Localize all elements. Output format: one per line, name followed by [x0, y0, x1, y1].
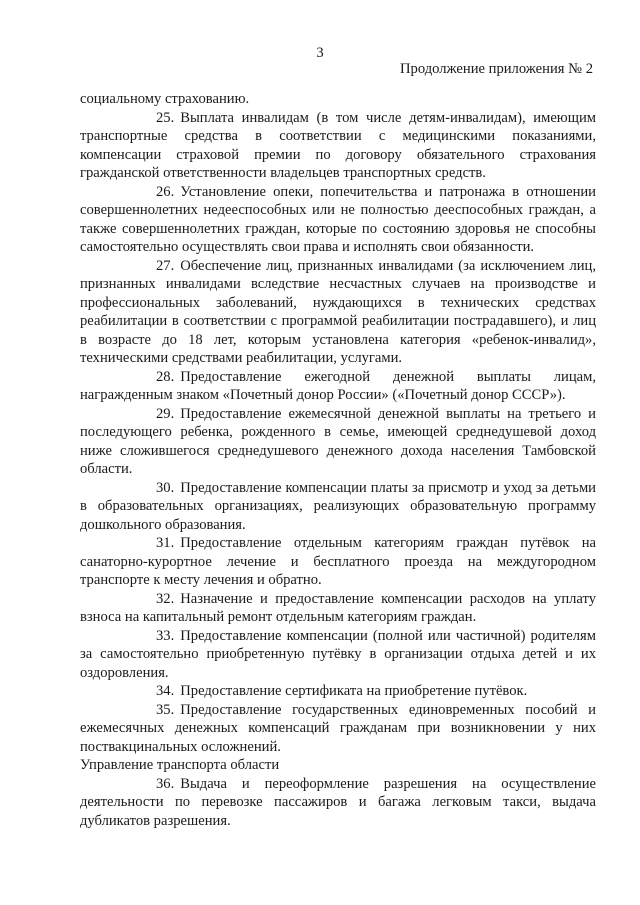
item-text: Обеспечение лиц, признанных инвалидами (за исключением лиц, признанных инвалидами вследствие несчастных случаев на производстве и профессиональных заболеваний, нуждающихся в технических средствах реабилитации в соответствии с программой реабилитации пострадавшего), и лиц в возрасте до 18 лет, которым установлена категория «ребенок-инвалид», техническими средствами реабилитации, услугами.	[80, 257, 596, 366]
item-number: 27.	[156, 257, 175, 274]
item-number: 31.	[156, 535, 175, 551]
item-number: 34.	[156, 683, 175, 699]
list-item	[80, 627, 596, 683]
item-text: Предоставление отдельным категориям граждан путёвок на санаторно-курортное лечение и бесплатного проезда на междугородном транспорте к месту лечения и обратно.	[80, 535, 596, 588]
item-number: 26.	[156, 183, 175, 200]
appendix-label: Продолжение приложения № 2	[400, 61, 593, 77]
item-text: Выдача и переоформление разрешения на осуществление деятельности по перевозке пассажиров и багажа легковым такси, выдача дубликатов разрешения.	[80, 775, 596, 829]
item-text: Назначение и предоставление компенсации расходов на уплату взноса на капитальный ремонт отдельным категориям граждан.	[80, 590, 596, 625]
item-text: Предоставление государственных единовременных пособий и ежемесячных денежных компенсаций гражданам при возникновении у них поствакцинальных осложнений.	[80, 701, 596, 755]
continuation-text: социальному страхованию.	[80, 91, 250, 107]
item-number: 36.	[156, 775, 175, 792]
item-text: Предоставление ежегодной денежной выплаты лицам, награжденным знаком «Почетный донор России» («Почетный донор СССР»).	[80, 368, 596, 403]
item-number: 33.	[156, 627, 175, 644]
list-item	[80, 368, 596, 405]
item-text: Установление опеки, попечительства и патронажа в отношении совершеннолетних недееспособных или не полностью дееспособных граждан, а также совершеннолетних граждан, которые по состоянию здоровья не способны самостоятельно осуществлять свои права и исполнять свои обязанности.	[80, 183, 596, 255]
document-body	[80, 90, 596, 830]
page-number: 3	[316, 45, 324, 61]
item-number: 30.	[156, 479, 175, 496]
item-text: Предоставление ежемесячной денежной выплаты на третьего и последующего ребенка, рожденного в семье, имеющей среднедушевой доход ниже сложившегося среднедушевого денежного дохода населения Тамбовской области.	[80, 405, 596, 477]
item-number: 32.	[156, 590, 175, 607]
item-number: 35.	[156, 701, 175, 718]
list-item	[80, 479, 596, 535]
list-item	[80, 682, 596, 701]
item-number: 28.	[156, 368, 175, 385]
item-text: Предоставление компенсации (полной или частичной) родителям за самостоятельно приобретенную путёвку в организации отдыха детей и их оздоровления.	[80, 627, 596, 681]
item-text: Предоставление компенсации платы за присмотр и уход за детьми в образовательных организациях, реализующих образовательную программу дошкольного образования.	[80, 479, 596, 533]
item-number: 25.	[156, 109, 175, 126]
list-item	[80, 405, 596, 479]
list-item	[80, 701, 596, 757]
list-item	[80, 257, 596, 368]
item-text: Предоставление сертификата на приобретение путёвок.	[180, 683, 528, 699]
list-item	[80, 183, 596, 257]
section-title: Управление транспорта области	[80, 757, 280, 773]
list-item	[80, 775, 596, 831]
item-number: 29.	[156, 405, 175, 422]
list-item	[80, 109, 596, 183]
item-text: Выплата инвалидам (в том числе детям-инвалидам), имеющим транспортные средства в соответствии с медицинскими показаниями, компенсации страховой премии по договору обязательного страхования гражданской ответственности владельцев транспортных средств.	[80, 109, 596, 181]
list-item	[80, 534, 596, 590]
list-item	[80, 590, 596, 627]
